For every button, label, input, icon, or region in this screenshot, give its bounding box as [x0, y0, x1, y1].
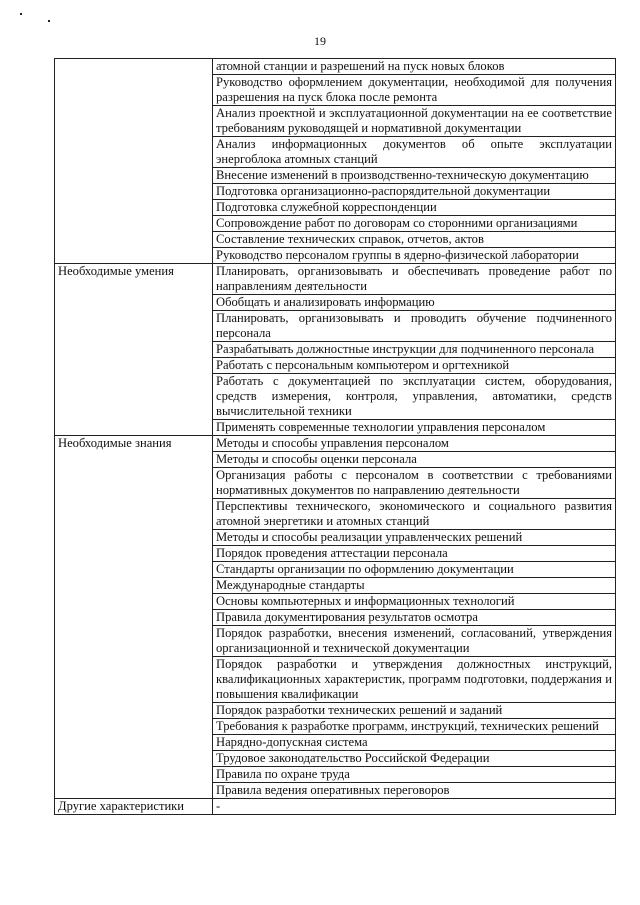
list-item: Работать с документацией по эксплуатации систем, оборудования, средств измерения, контроля, управления, автоматики, средств вычислительной техники — [213, 374, 616, 420]
list-item: Порядок разработки, внесения изменений, согласований, утверждения организационной и технической документации — [213, 626, 616, 657]
section-label-skills: Необходимые умения — [55, 264, 213, 436]
list-item: атомной станции и разрешений на пуск новых блоков — [213, 59, 616, 75]
list-item: Подготовка служебной корреспонденции — [213, 200, 616, 216]
table-row — [55, 799, 616, 815]
list-item: - — [213, 799, 616, 815]
list-item: Руководство персоналом группы в ядерно-физической лаборатории — [213, 248, 616, 264]
list-item: Анализ проектной и эксплуатационной документации на ее соответствие требованиям руководящей и нормативной документации — [213, 106, 616, 137]
list-item: Порядок проведения аттестации персонала — [213, 546, 616, 562]
list-item: Подготовка организационно-распорядительной документации — [213, 184, 616, 200]
list-item: Правила документирования результатов осмотра — [213, 610, 616, 626]
list-item: Анализ информационных документов об опыте эксплуатации энергоблока атомных станций — [213, 137, 616, 168]
list-item: Трудовое законодательство Российской Федерации — [213, 751, 616, 767]
list-item: Требования к разработке программ, инструкций, технических решений — [213, 719, 616, 735]
scan-speck — [48, 20, 50, 22]
table-row — [55, 59, 616, 75]
list-item: Сопровождение работ по договорам со сторонними организациями — [213, 216, 616, 232]
list-item: Международные стандарты — [213, 578, 616, 594]
list-item: Применять современные технологии управления персоналом — [213, 420, 616, 436]
list-item: Организация работы с персоналом в соответствии с требованиями нормативных документов по направлению деятельности — [213, 468, 616, 499]
section-label-other: Другие характеристики — [55, 799, 213, 815]
list-item: Руководство оформлением документации, необходимой для получения разрешения на пуск блока после ремонта — [213, 75, 616, 106]
list-item: Обобщать и анализировать информацию — [213, 295, 616, 311]
list-item: Порядок разработки технических решений и заданий — [213, 703, 616, 719]
table-row — [55, 436, 616, 452]
section-label-continued — [55, 59, 213, 264]
list-item: Основы компьютерных и информационных технологий — [213, 594, 616, 610]
list-item: Порядок разработки и утверждения должностных инструкций, квалификационных характеристик, программ подготовки, поддержания и повышения квалификации — [213, 657, 616, 703]
list-item: Методы и способы оценки персонала — [213, 452, 616, 468]
list-item: Планировать, организовывать и обеспечивать проведение работ по направлениям деятельности — [213, 264, 616, 295]
page-number: 19 — [314, 34, 326, 48]
list-item: Внесение изменений в производственно-техническую документацию — [213, 168, 616, 184]
list-item: Методы и способы реализации управленческих решений — [213, 530, 616, 546]
table-row — [55, 264, 616, 295]
list-item: Стандарты организации по оформлению документации — [213, 562, 616, 578]
list-item: Нарядно-допускная система — [213, 735, 616, 751]
scan-speck — [20, 13, 22, 15]
list-item: Перспективы технического, экономического и социального развития атомной энергетики и атомных станций — [213, 499, 616, 530]
list-item: Разрабатывать должностные инструкции для подчиненного персонала — [213, 342, 616, 358]
characteristics-table — [54, 58, 616, 815]
list-item: Планировать, организовывать и проводить обучение подчиненного персонала — [213, 311, 616, 342]
list-item: Методы и способы управления персоналом — [213, 436, 616, 452]
list-item: Правила ведения оперативных переговоров — [213, 783, 616, 799]
list-item: Работать с персональным компьютером и оргтехникой — [213, 358, 616, 374]
section-label-knowledge: Необходимые знания — [55, 436, 213, 799]
list-item: Составление технических справок, отчетов, актов — [213, 232, 616, 248]
list-item: Правила по охране труда — [213, 767, 616, 783]
